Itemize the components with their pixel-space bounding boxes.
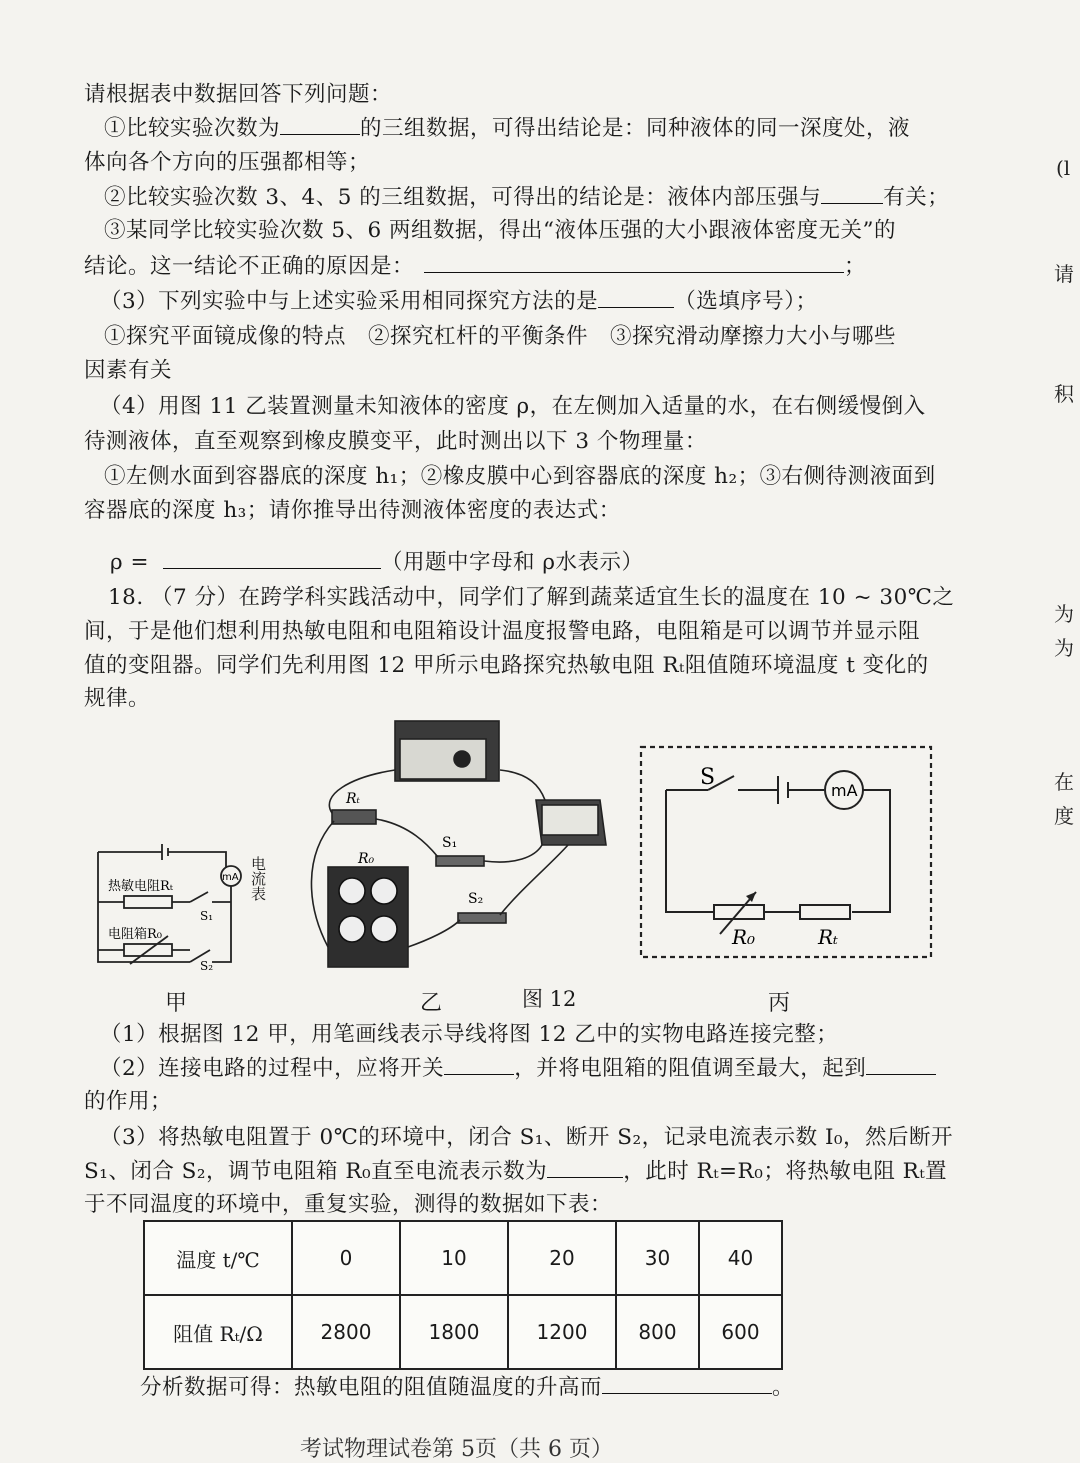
p3-line2: S₁、闭合 S₂，调节电阻箱 R₀直至电流表示数为 ，此时 Rₜ=R₀；将热敏电阻 Rₜ置 [84, 1159, 948, 1184]
data-table [143, 1220, 783, 1370]
jia-s2-label: S₂ [200, 959, 214, 973]
label-jia: 甲 [165, 991, 188, 1016]
margin-text: 在 [1054, 770, 1074, 794]
table-cell: 600 [699, 1295, 782, 1369]
q18-line2: 间，于是他们想利用热敏电阻和电阻箱设计温度报警电路，电阻箱是可以调节并显示阻 [84, 619, 921, 644]
table-cell: 1800 [400, 1295, 508, 1369]
q4-line3: ①左侧水面到容器底的深度 h₁；②橡皮膜中心到容器底的深度 h₂；③右侧待测液面到 [104, 464, 936, 489]
table-cell: 800 [616, 1295, 699, 1369]
p3-line1: （3）将热敏电阻置于 0℃的环境中，闭合 S₁、断开 S₂，记录电流表示数 I₀，然后断开 [100, 1125, 954, 1150]
margin-text: 为 [1054, 636, 1074, 660]
figure-caption: 图 12 [522, 987, 577, 1011]
q2b-line: ②比较实验次数 3、4、5 的三组数据，可得出的结论是：液体内部压强与 有关； [104, 185, 950, 210]
q3-line: （3）下列实验中与上述实验采用相同探究方法的是 （选填序号）； [100, 289, 818, 314]
bing-meter-label: mA [831, 781, 858, 800]
bing-switch-label: S [700, 765, 716, 790]
table-row-temperature [144, 1221, 782, 1295]
label-bing: 丙 [768, 991, 791, 1016]
q3-options-line2: 因素有关 [84, 358, 173, 383]
p2-blank2[interactable] [866, 1056, 936, 1075]
q4-line1: （4）用图 11 乙装置测量未知液体的密度 ρ，在左侧加入适量的水，在右侧缓慢倒入 [100, 394, 926, 419]
q18-line1: 18. （7 分）在跨学科实践活动中，同学们了解到蔬菜适宜生长的温度在 10 ~ 30℃之 [108, 585, 955, 610]
margin-text: 积 [1054, 382, 1074, 406]
bing-rt-label: Rₜ [818, 925, 838, 949]
rho-blank[interactable] [163, 550, 381, 569]
jia-s1-label: S₁ [200, 909, 214, 923]
margin-text: 为 [1054, 602, 1074, 626]
jia-meter-name: 电流表 [249, 856, 267, 901]
p3-blank[interactable] [547, 1159, 623, 1178]
p1-line: （1）根据图 12 甲，用笔画线表示导线将图 12 乙中的实物电路连接完整； [100, 1022, 839, 1047]
q4-line2: 待测液体，直至观察到橡皮膜变平，此时测出以下 3 个物理量： [84, 429, 707, 454]
bing-r0-label: R₀ [732, 925, 756, 949]
q18-line4: 规律。 [84, 686, 151, 711]
margin-text: 请 [1054, 262, 1074, 286]
jia-box-label: 电阻箱R₀ [108, 927, 162, 942]
table-head-resistance: 阻值 Rₜ/Ω [144, 1295, 292, 1369]
table-head-temperature: 温度 t/℃ [144, 1221, 292, 1295]
rho-line: ρ = （用题中字母和 ρ水表示） [110, 550, 644, 575]
p2-line: （2）连接电路的过程中，应将开关 ，并将电阻箱的阻值调至最大，起到 [100, 1054, 936, 1084]
q3-blank[interactable] [598, 289, 674, 308]
yi-rt-label: Rₜ [346, 791, 360, 807]
table-cell: 30 [616, 1221, 699, 1295]
table-cell: 0 [292, 1221, 400, 1295]
q18-line3: 值的变阻器。同学们先利用图 12 甲所示电路探究热敏电阻 Rₜ阻值随环境温度 t 变化的 [84, 653, 929, 678]
table-cell: 1200 [508, 1295, 616, 1369]
intro-line: 请根据表中数据回答下列问题： [84, 82, 393, 107]
jia-meter-label: mA [222, 872, 239, 883]
p2-blank1[interactable] [444, 1056, 514, 1075]
q4-line4: 容器底的深度 h₃；请你推导出待测液体密度的表达式： [84, 498, 621, 523]
yi-s2-label: S₂ [468, 891, 484, 907]
yi-r0-label: R₀ [358, 851, 375, 867]
table-row-resistance [144, 1295, 782, 1369]
jia-thermistor-label: 热敏电阻Rₜ [108, 879, 173, 894]
page-footer: 考试物理试卷第 5页（共 6 页） [300, 1437, 613, 1462]
table-cell: 40 [699, 1221, 782, 1295]
q2b-blank[interactable] [821, 185, 883, 204]
table-cell: 2800 [292, 1295, 400, 1369]
apparatus-diagram-yi [310, 715, 610, 977]
analysis-blank[interactable] [602, 1375, 772, 1394]
circuit-diagram-bing [638, 744, 936, 962]
analysis-line: 分析数据可得：热敏电阻的阻值随温度的升高而 。 [140, 1375, 795, 1400]
q2c-line2: 结论。这一结论不正确的原因是： ； [84, 254, 867, 279]
margin-text: (l [1056, 156, 1071, 180]
margin-text: 度 [1054, 804, 1074, 828]
table-cell: 20 [508, 1221, 616, 1295]
table-cell: 10 [400, 1221, 508, 1295]
q2a-line2: 体向各个方向的压强都相等； [84, 150, 371, 175]
q2a-line: ①比较实验次数为 的三组数据，可得出结论是：同种液体的同一深度处，液 [104, 116, 911, 141]
p2-line2: 的作用； [84, 1089, 173, 1114]
label-yi: 乙 [420, 991, 443, 1016]
q2c-line: ③某同学比较实验次数 5、6 两组数据，得出“液体压强的大小跟液体密度无关”的 [104, 218, 897, 243]
q2a-blank[interactable] [280, 116, 360, 135]
p3-line3: 于不同温度的环境中，重复实验，测得的数据如下表： [84, 1192, 613, 1217]
yi-s1-label: S₁ [442, 835, 458, 851]
q2c-blank[interactable] [424, 254, 844, 273]
q3-options: ①探究平面镜成像的特点 ②探究杠杆的平衡条件 ③探究滑动摩擦力大小与哪些 [104, 324, 897, 349]
